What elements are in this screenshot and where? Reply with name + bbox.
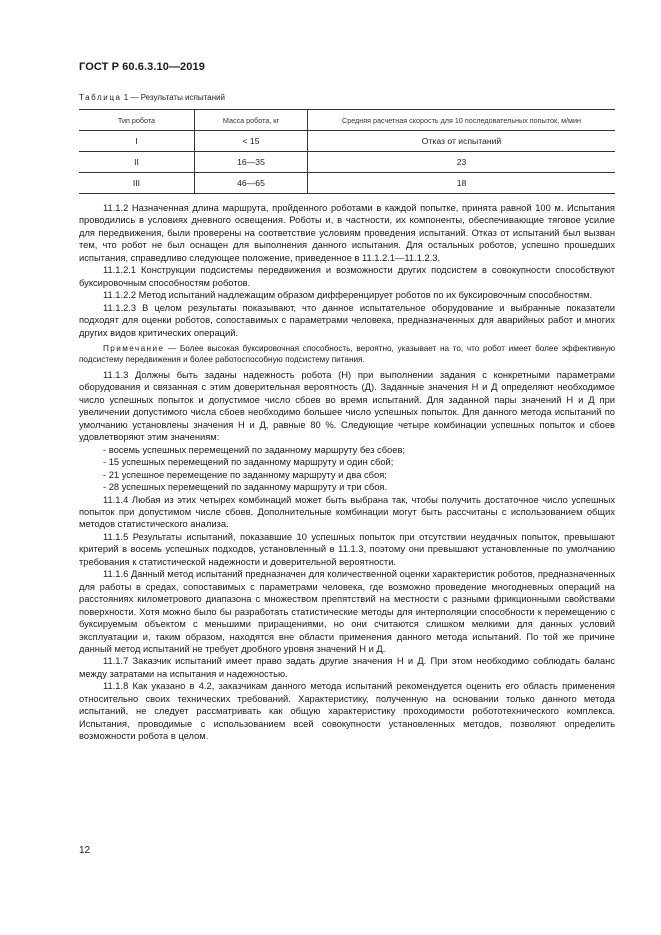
table-cell: I (79, 131, 195, 152)
paragraph: 11.1.6 Данный метод испытаний предназначен для количественной оценки характеристик роботов, предназначенных для работы в средах, сопоставимых с параметрами человека, где возможно проведение многодневных операций на расстояниях километрового диапазона с множеством препятствий на местности с разными фрикционными свойствами поверхности. Хотя можно было бы разработать статистические методы для интерполяции способности к перемещению с буксируемым объектом с меньшими приращениями, но они считаются слишком мелкими для данных условий эксплуатации и, таким образом, находятся вне области применения данного метода испытаний. По той же причине данный метод испытаний не требует дробного уровня значений Н и Д. (79, 569, 615, 654)
paragraph: 11.1.2 Назначенная длина маршрута, пройденного роботами в каждой попытке, принята равной 100 м. Испытания проводились в условиях дневного освещения. Роботы и, в частности, их компоненты, обеспечивающие тяговое усилие для передвижения, были проверены на соответствие условиям проведения испытаний. Отказ от испытаний был вызван тем, что робот не был оснащен для выполнения данного испытания. Для остальных роботов, успешно прошедших испытания, справедливо следующее положение, приведенное в 11.1.2.1—11.1.2.3. (79, 203, 615, 263)
table-row (79, 173, 615, 194)
table-caption (79, 93, 225, 102)
note-label: Примечание (103, 343, 165, 353)
table-cell: II (79, 152, 195, 173)
paragraph: 11.1.8 Как указано в 4.2, заказчикам данного метода испытаний рекомендуется оценить его область применения относительно своих технических требований. Характеристику, полученную на основании только данного метода испытаний, не следует рассматривать как общую характеристику проходимости робототехнического комплекса. Испытания, проводимые с использованием всей совокупности установленных методов, позволяют определить возможности робота в целом. (79, 681, 615, 742)
list-item: - восемь успешных перемещений по заданному маршруту без сбоев; (103, 444, 406, 455)
column-header: Средняя расчетная скорость для 10 последовательных попыток, м/мин (308, 110, 616, 131)
list-item: - 28 успешных перемещений по заданному маршруту и три сбоя. (103, 482, 388, 493)
paragraph: 11.1.4 Любая из этих четырех комбинаций может быть выбрана так, чтобы получить достаточное число успешных попыток при допустимом числе сбоев. Дополнительные комбинации могут быть рассчитаны с использованием общих методов статистического анализа. (79, 494, 615, 530)
column-header: Тип робота (79, 110, 195, 131)
paragraph: 11.1.5 Результаты испытаний, показавшие 10 успешных попыток при отсутствии неудачных попыток, превышают критерий в восемь успешных подходов, установленный в 11.1.3, поэтому они превышают установленные по умолчанию требования к статистической надежности и доверительной вероятности. (79, 531, 615, 567)
results-table (79, 109, 615, 194)
table-cell: III (79, 173, 195, 194)
paragraph: 11.1.2.3 В целом результаты показывают, что данное испытательное оборудование и выбранные показатели подходят для оценки роботов, сопоставимых с параметрами человека, предназначенных для аварийных работ и многих других видов критических операций. (79, 302, 615, 338)
table-header-row (79, 110, 615, 131)
table-caption-text: 1 — Результаты испытаний (121, 93, 225, 102)
table-cell: 16—35 (195, 152, 308, 173)
document-header: ГОСТ Р 60.6.3.10—2019 (79, 61, 205, 73)
column-header: Масса робота, кг (195, 110, 308, 131)
table-cell: 46—65 (195, 173, 308, 194)
list-item: - 15 успешных перемещений по заданному маршруту и один сбой; (103, 457, 394, 468)
list-item: - 21 успешное перемещение по заданному маршруту и два сбоя; (103, 469, 387, 480)
body-text (79, 202, 615, 743)
paragraph: 11.1.2.2 Метод испытаний надлежащим образом дифференцирует роботов по их буксировочным способностям. (103, 290, 593, 301)
table-cell: < 15 (195, 131, 308, 152)
paragraph: 11.1.7 Заказчик испытаний имеет право задать другие значения Н и Д. При этом необходимо соблюдать баланс между затратами на испытания и надежностью. (79, 656, 615, 679)
table-row (79, 131, 615, 152)
note-text: — Более высокая буксировочная способность, вероятно, указывает на то, что робот имеет более эффективную подсистему передвижения и более работоспособную подсистему питания. (79, 343, 615, 364)
paragraph: 11.1.2.1 Конструкции подсистемы передвижения и возможности других подсистем в совокупности способствуют буксировочным способностям роботов. (79, 265, 615, 288)
note (79, 343, 615, 365)
page-number: 12 (79, 845, 91, 856)
table-row (79, 152, 615, 173)
table-cell: Отказ от испытаний (308, 131, 616, 152)
table-caption-label: Таблица (79, 93, 122, 102)
table-cell: 18 (308, 173, 616, 194)
paragraph: 11.1.3 Должны быть заданы надежность робота (Н) при выполнении задания с конкретными параметрами оборудования и связанная с этим доверительная вероятность (Д). Заданные значения Н и Д определяют необходимое число успешных попыток и допустимое число сбоев во время испытаний. Для заданной пары значений Н и Д при увеличении допустимого числа сбоев необходимо большее число успешных попыток. Для данного метода испытаний по умолчанию установлены значения Н и Д, равные 80 %. Следующие четыре комбинации успешных попыток и сбоев удовлетворяют этим значениям: (79, 369, 615, 443)
table-cell: 23 (308, 152, 616, 173)
